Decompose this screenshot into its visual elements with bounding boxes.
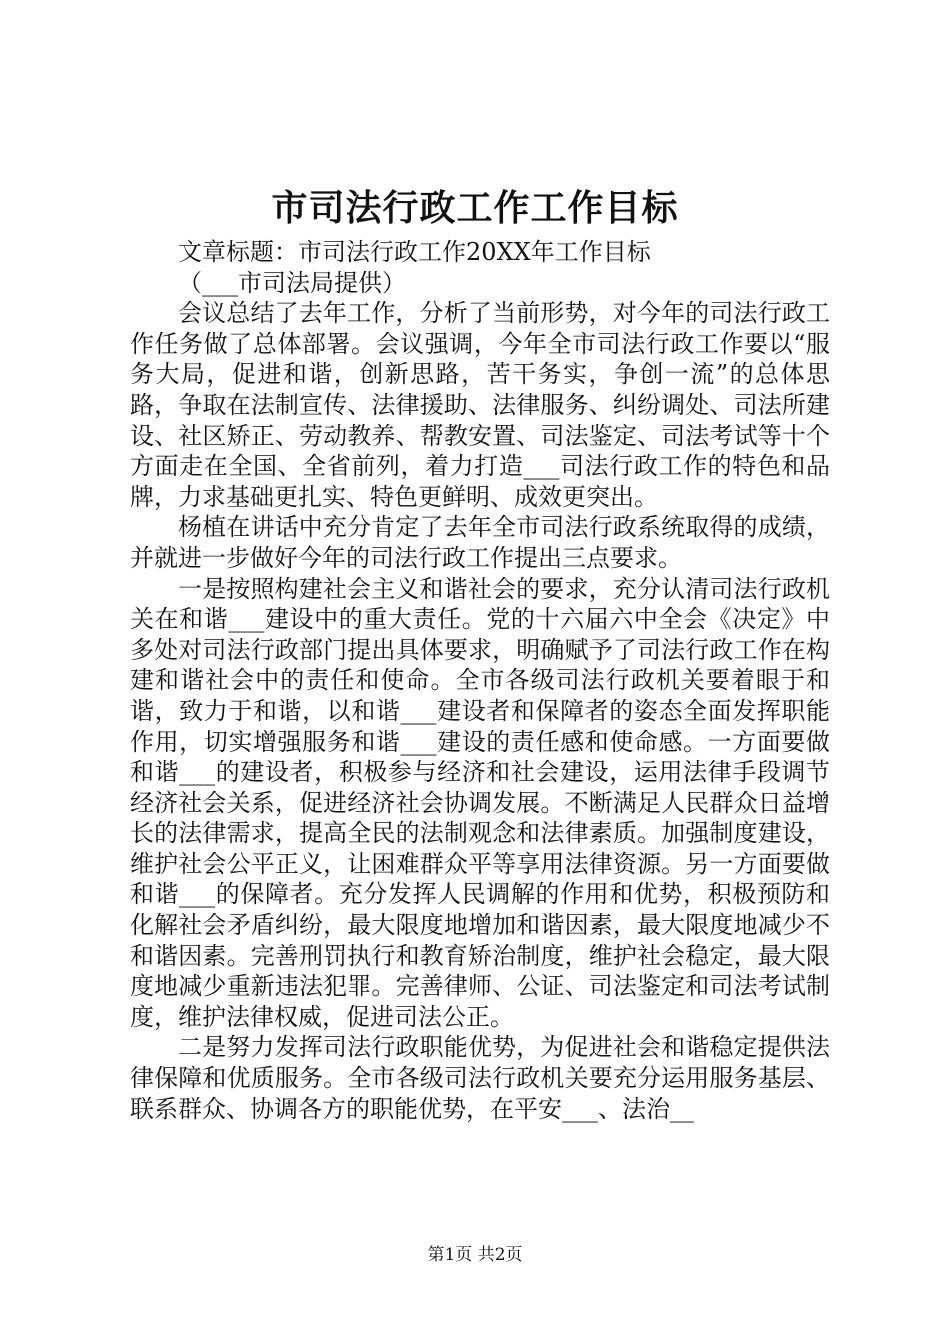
body-paragraph: 二是努力发挥司法行政职能优势，为促进社会和谐稳定提供法律保障和优质服务。全市各级司法行政机关要充分运用服务基层、联系群众、协调各方的职能优势，在平安___、法治__	[130, 1033, 830, 1123]
page-footer: 第1页 共2页	[427, 1245, 523, 1265]
body-paragraph: 一是按照构建社会主义和谐社会的要求，充分认清司法行政机关在和谐___建设中的重大责任。党的十六届六中全会《决定》中多处对司法行政部门提出具体要求，明确赋予了司法行政工作在构建和谐社会中的责任和使命。全市各级司法行政机关要着眼于和谐，致力于和谐，以和谐___建设者和保障者的姿态全面发挥职能作用，切实增强服务和谐___建设的责任感和使命感。一方面要做和谐___的建设者，积极参与经济和社会建设，运用法律手段调节经济社会关系，促进经济社会协调发展。不断满足人民群众日益增长的法律需求，提高全民的法制观念和法律素质。加强制度建设，维护社会公平正义，让困难群众平等享用法律资源。另一方面要做和谐___的保障者。充分发挥人民调解的作用和优势，积极预防和化解社会矛盾纠纷，最大限度地增加和谐因素，最大限度地减少不和谐因素。完善刑罚执行和教育矫治制度，维护社会稳定，最大限度地减少重新违法犯罪。完善律师、公证、司法鉴定和司法考试制度，维护法律权威，促进司法公正。	[130, 574, 830, 1031]
document-title: 市司法行政工作工作目标	[271, 187, 679, 229]
source-line: （___市司法局提供）	[178, 268, 406, 297]
body-paragraph: 杨植在讲话中充分肯定了去年全市司法行政系统取得的成绩，并就进一步做好今年的司法行政工作提出三点要求。	[130, 513, 830, 572]
document-body	[130, 237, 830, 1124]
article-title-line: 文章标题：市司法行政工作20XX年工作目标	[178, 238, 651, 266]
body-paragraph: 会议总结了去年工作，分析了当前形势，对今年的司法行政工作任务做了总体部署。会议强调，今年全市司法行政工作要以“服务大局，促进和谐，创新思路，苦干务实，争创一流”的总体思路，争取在法制宣传、法律援助、法律服务、纠纷调处、司法所建设、社区矫正、劳动教养、帮教安置、司法鉴定、司法考试等十个方面走在全国、全省前列，着力打造___司法行政工作的特色和品牌，力求基础更扎实、特色更鲜明、成效更突出。	[130, 299, 830, 511]
